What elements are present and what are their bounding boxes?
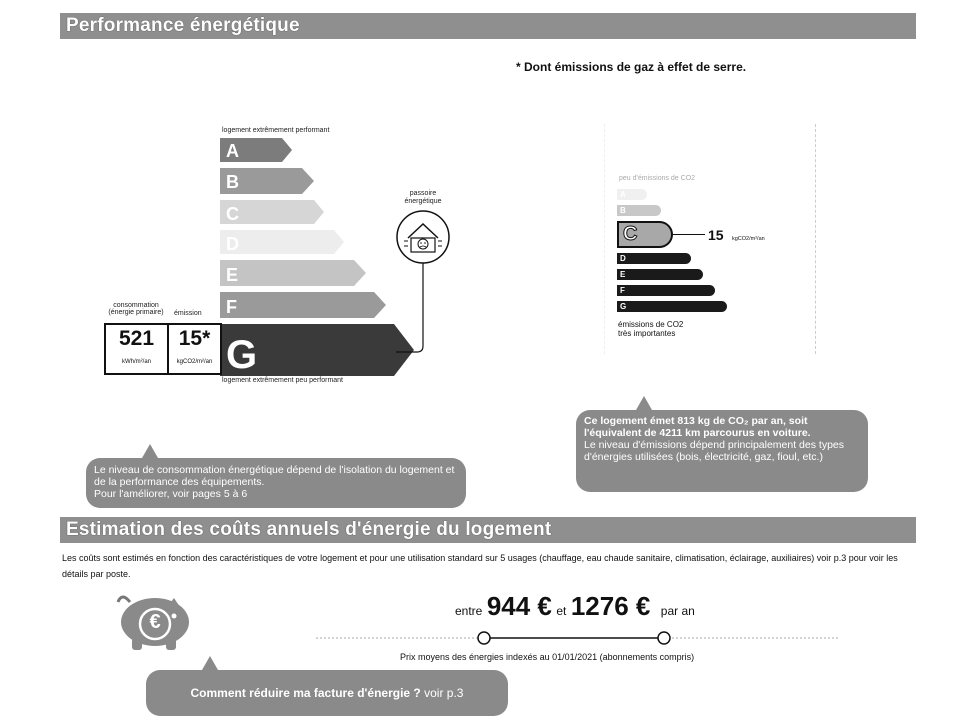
energy-class-d-letter: D xyxy=(226,234,239,254)
ges-unit: kgCO2/m²/an xyxy=(732,236,765,242)
energy-class-g xyxy=(220,324,414,376)
energy-info-text: Le niveau de consommation énergétique dépend de l'isolation du logement et de la performance des équipements. Pour l'améliorer, voir pages 5 à 6 xyxy=(94,464,455,500)
ges-value: 15 xyxy=(708,227,724,243)
ges-class-e: E xyxy=(617,269,703,280)
cost-range xyxy=(455,591,695,622)
cost-min: 944 € xyxy=(486,591,552,621)
ges-header: peu d'émissions de CO2 xyxy=(619,175,696,182)
ges-info-text: Le niveau d'émissions dépend principalement des types d'énergies utilisées (bois, électricité, gaz, fioul, etc.) xyxy=(584,439,844,463)
ges-class-g: G xyxy=(617,301,727,312)
energy-class-b xyxy=(220,168,314,194)
consumption-header: consommation (énergie primaire) xyxy=(108,302,164,316)
label-top: logement extrêmement performant xyxy=(222,127,330,134)
energy-info-bubble xyxy=(86,458,466,508)
ges-class-c xyxy=(617,221,673,248)
energy-class-g-letter: G xyxy=(226,333,258,376)
reduce-bill-link[interactable]: voir p.3 xyxy=(424,686,464,700)
values-box xyxy=(104,323,222,375)
prices-note: Prix moyens des énergies indexés au 01/01/2021 (abonnements compris) xyxy=(400,652,695,662)
cost-range-scale xyxy=(316,630,840,646)
euro-symbol: € xyxy=(149,611,161,633)
ges-footer: émissions de CO2 très importantes xyxy=(618,320,684,338)
energy-class-d xyxy=(220,230,344,254)
ges-class-f: F xyxy=(617,285,715,296)
cost-word-and: et xyxy=(556,604,567,618)
ghg-note: * Dont émissions de gaz à effet de serre. xyxy=(516,60,747,74)
ges-class-c-letter: C xyxy=(623,223,638,245)
label-bottom: logement extrêmement peu performant xyxy=(222,377,344,384)
energy-class-b-letter: B xyxy=(226,172,239,192)
ges-class-d: D xyxy=(617,253,691,264)
cost-per-year: par an xyxy=(660,604,695,618)
consumption-value: 521 xyxy=(118,327,155,350)
emission-unit: kgCO2/m²/an xyxy=(176,359,213,365)
ges-class-a: A xyxy=(617,189,647,200)
energy-class-c xyxy=(220,200,324,224)
ges-info-bubble xyxy=(576,410,868,492)
energy-class-e-letter: E xyxy=(226,265,239,285)
emission-cell xyxy=(169,325,220,373)
energy-class-f-letter: F xyxy=(226,297,237,317)
consumption-unit: kWh/m²/an xyxy=(121,359,151,365)
reduce-bill-bubble[interactable] xyxy=(146,670,508,716)
emission-header: émission xyxy=(174,310,202,317)
energy-class-a-letter: A xyxy=(226,141,239,161)
costs-description: Les coûts sont estimés en fonction des caractéristiques de votre logement et pour une utilisation standard sur 5 usages (chauffage, eau chaude sanitaire, climatisation, éclairage, auxiliaires) voir p.3 pour voir les détails par poste. xyxy=(62,553,898,579)
cost-word-between: entre xyxy=(455,604,483,618)
consumption-cell xyxy=(106,325,169,373)
ges-pointer-line xyxy=(673,234,705,235)
ges-info-bold: Ce logement émet 813 kg de CO₂ par an, soit l'équivalent de 4211 km parcourus en voiture. xyxy=(584,415,811,439)
passoire-icon xyxy=(394,208,452,353)
energy-class-e xyxy=(220,260,366,286)
cost-max: 1276 € xyxy=(570,591,651,621)
reduce-bill-question: Comment réduire ma facture d'énergie ? xyxy=(190,686,421,700)
energy-class-a xyxy=(220,136,292,162)
passoire-label: passoire énergétique xyxy=(404,190,442,205)
ges-class-b: B xyxy=(617,205,661,216)
energy-class-c-letter: C xyxy=(226,204,239,224)
emission-value: 15* xyxy=(178,327,211,350)
energy-class-f xyxy=(220,292,386,318)
energy-section-title: Performance énergétique xyxy=(60,13,916,39)
costs-section-title: Estimation des coûts annuels d'énergie du logement xyxy=(60,517,916,543)
